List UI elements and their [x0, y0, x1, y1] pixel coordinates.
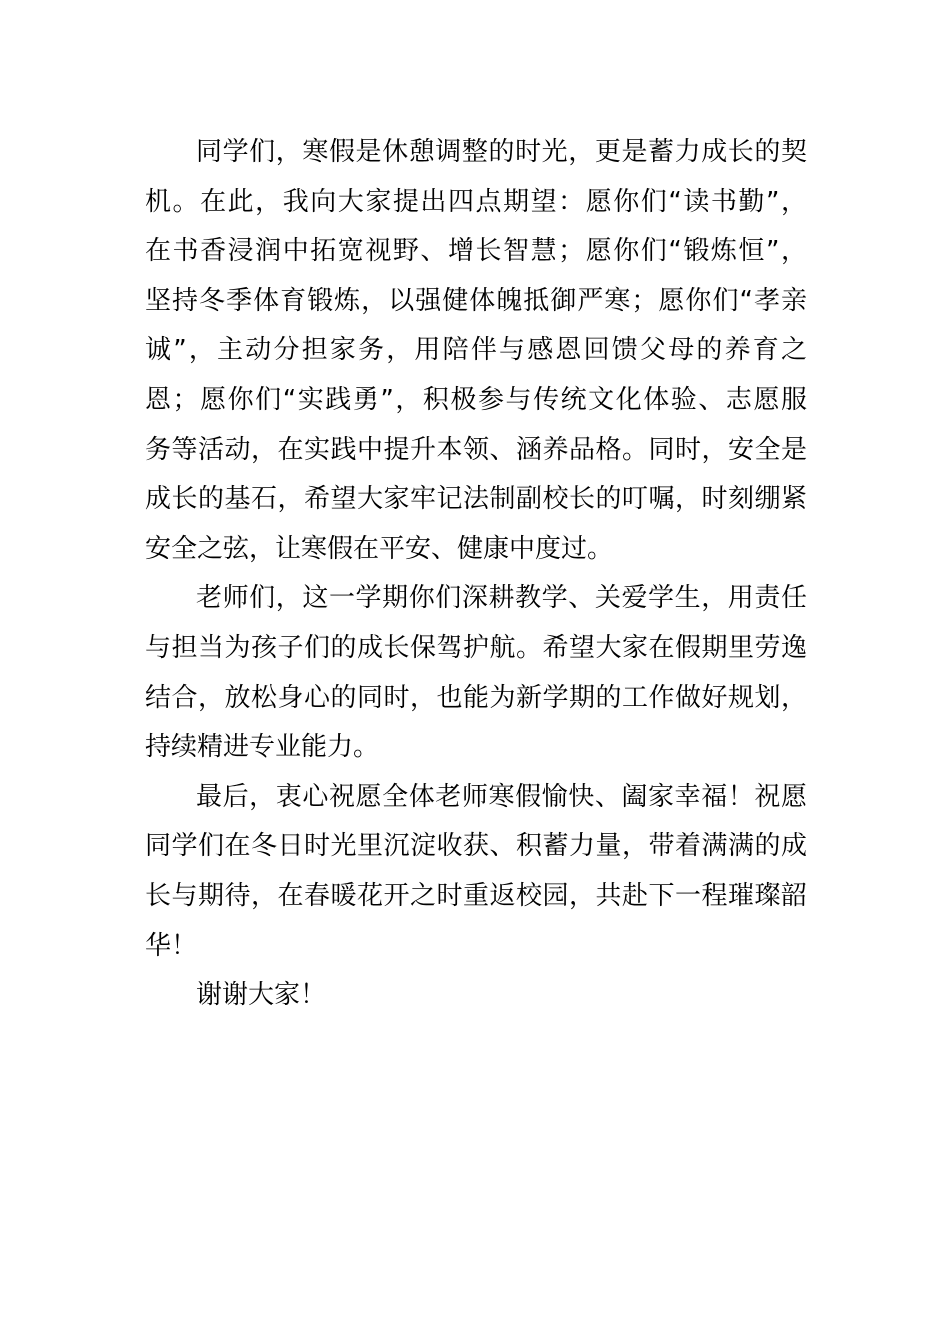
text-line: 诚”，主动分担家务，用陪伴与感恩回馈父母的养育之	[145, 335, 807, 366]
text-line: 安全之弦，让寒假在平安、健康中度过。	[145, 533, 614, 564]
text-line: 务等活动，在实践中提升本领、涵养品格。同时，安全是	[145, 434, 807, 465]
text-line: 结合，放松身心的同时，也能为新学期的工作做好规划，	[145, 682, 807, 713]
text-line: 同学们在冬日时光里沉淀收获、积蓄力量，带着满满的成	[145, 831, 807, 862]
text-line: 恩；愿你们“实践勇”，积极参与传统文化体验、志愿服	[145, 384, 807, 415]
text-line: 老师们，这一学期你们深耕教学、关爱学生，用责任	[196, 583, 807, 614]
text-line: 与担当为孩子们的成长保驾护航。希望大家在假期里劳逸	[145, 632, 807, 663]
text-line: 华！	[145, 930, 198, 961]
text-line: 持续精进专业能力。	[145, 732, 380, 763]
speech-body	[145, 128, 807, 1021]
text-line: 长与期待，在春暖花开之时重返校园，共赴下一程璀璨韶	[145, 880, 807, 911]
text-line: 最后，衷心祝愿全体老师寒假愉快、阖家幸福！祝愿	[196, 781, 807, 812]
text-line: 坚持冬季体育锻炼，以强健体魄抵御严寒；愿你们“孝亲	[145, 285, 807, 316]
text-line: 成长的基石，希望大家牢记法制副校长的叮嘱，时刻绷紧	[145, 484, 807, 515]
text-line: 同学们，寒假是休憩调整的时光，更是蓄力成长的契	[196, 137, 807, 167]
text-line: 谢谢大家！	[196, 980, 327, 1011]
text-line: 机。在此，我向大家提出四点期望：愿你们“读书勤”，	[145, 186, 807, 217]
text-line: 在书香浸润中拓宽视野、增长智慧；愿你们“锻炼恒”，	[145, 236, 807, 267]
